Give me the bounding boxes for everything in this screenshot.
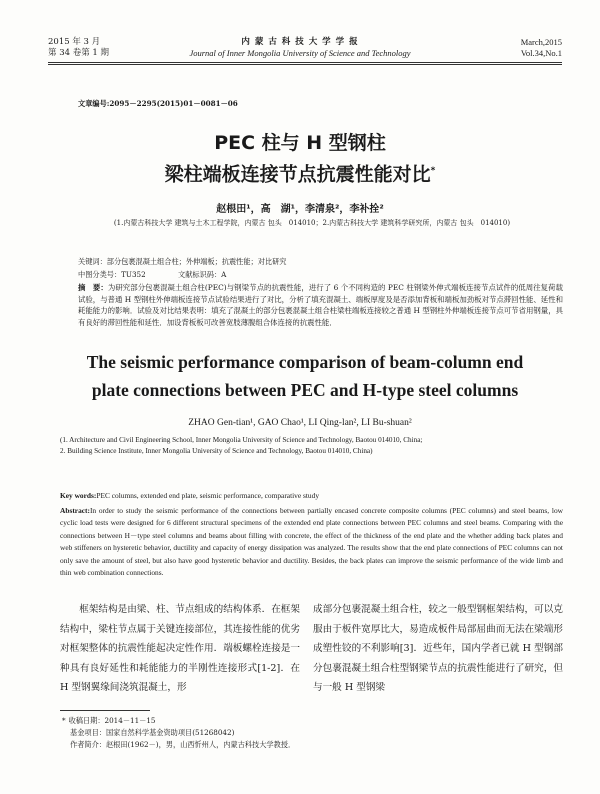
abstract-cn-text: 为研究部分包裹混凝土组合柱(PEC)与钢梁节点的抗震性能，进行了 6 个不同构造的 PEC 柱钢梁外伸式端板连接节点试件的低周往复荷载试验，与普通 H 型钢柱外伸端板连接节点试验结果进行了对比，分析了填充混凝土、端板厚度及是否添加背板和端板加劲板对节点滞回性能、延性和耗能能力的影响．试验及对比结果表明：填充了混凝土的部分包裹混凝土组合柱梁柱端板连接较之普通 H 型钢柱外伸端板连接节点可节省用钢量，具有良好的滞回性能和延性．加设背板板可改善宽肢薄腹组合体连接的抗震性能． <box>78 283 563 327</box>
body-paragraph-left: 框架结构是由梁、柱、节点组成的结构体系．在框架结构中，梁柱节点属于关键连接部位，其连接性能的优劣对框架整体的抗震性能起决定性作用．端板螺栓连接是一种具有良好延性和耗能能力的半刚性连接形式[1-2]．在 H 型钢翼缘间浇筑混凝土，形 <box>60 604 300 694</box>
doc-code-cn: 文献标识码：A <box>178 270 227 279</box>
authors-cn: 赵根田¹，高 湖¹，李清泉²，李补拴² <box>216 204 384 215</box>
article-id: 文章编号:2095－2295(2015)01－0081－06 <box>78 99 238 108</box>
footnote-fund: 基金项目：国家自然科学基金资助项目(51268042) <box>70 728 235 737</box>
footnote-received <box>62 715 295 727</box>
abstract-cn <box>78 282 563 328</box>
body-column-right <box>313 600 563 698</box>
authors-en: ZHAO Gen-tian¹, GAO Chao¹, LI Qing-lan², LI Bu-shuan² <box>188 418 412 428</box>
header-volume-en: Vol.34,No.1 <box>520 48 562 58</box>
affiliation-en-2: 2. Building Science Institute, Inner Mongolia University of Science and Technology, Baotou 014010, China) <box>60 446 373 455</box>
footnote-author: 作者简介：赵根田(1962－)，男，山西忻州人，内蒙古科技大学教授． <box>70 740 296 749</box>
header-rule <box>48 62 562 63</box>
keywords-en <box>60 491 319 500</box>
title-cn-text: 梁柱端板连接节点抗震性能对比 <box>164 163 431 186</box>
abstract-cn-label: 摘 要： <box>78 283 108 292</box>
abstract-en-label: Abstract: <box>60 506 90 515</box>
title-cn-line1: PEC 柱与 H 型钢柱 <box>214 132 386 154</box>
journal-name-en: Journal of Inner Mongolia University of Science and Technology <box>189 48 411 58</box>
keywords-en-label: Key words: <box>60 491 97 500</box>
title-cn-line2 <box>0 158 600 187</box>
affiliation-en-1: (1. Architecture and Civil Engineering School, Inner Mongolia University of Science and Technology, Baotou 014010, China; <box>60 436 423 444</box>
header-date: 2015 年 3 月 <box>48 37 101 47</box>
keywords-en-text: PEC columns, extended end plate, seismic performance, comparative study <box>96 491 320 500</box>
header-center <box>0 37 600 59</box>
journal-name-cn: 内 蒙 古 科 技 大 学 学 报 <box>241 37 359 47</box>
abstract-en <box>60 505 563 579</box>
title-en-line1: The seismic performance comparison of beam-column end <box>86 352 524 372</box>
header-right <box>521 37 562 59</box>
footnote-rule <box>60 710 150 711</box>
body-column-left <box>60 600 300 698</box>
header-date-en: March,2015 <box>520 37 562 47</box>
title-en-line2: plate connections between PEC and H-type steel columns <box>91 380 519 400</box>
footnote-received-text: 收稿日期：2014－11－15 <box>68 716 156 725</box>
keywords-cn: 关键词：部分包裹混凝土组合柱；外伸端板；抗震性能；对比研究 <box>78 257 287 266</box>
footnote-mark: * <box>62 716 66 725</box>
clc-cn: 中图分类号：TU352 <box>78 270 146 279</box>
affiliation-en <box>60 435 575 456</box>
body-paragraph-right: 成部分包裹混凝土组合柱，较之一般型钢框架结构，可以克服由于板件宽厚比大，易造成板件局部屈曲而无法在梁端形成塑性铰的不利影响[3]．近些年，国内学者已就 H 型钢部分包裹混凝土组合柱型钢梁节点的抗震性能进行了研究，但与一般 H 型钢梁 <box>313 604 563 694</box>
abstract-en-text: In order to study the seismic performance of the connections between partially encased concrete composite columns (PEC columns) and steel beams, low cyclic load tests were designed for 6 different structural specimens of the extended end plate connections between PEC columns and steel beams. Comparing with the connections between H－type steel columns and beams about filling with concrete, the effect of the thickness of the end plate and the whether adding back plates and web stiffeners on hysteretic behavior, ductility and capacity of energy dissipation was analyzed. The results show that the end plate connections of PEC columns can not only save the amount of steel, but also have good hysteretic behavior and ductility. Besides, the back plates can improve the seismic performance of the wide limb and thin web combination connections. <box>60 506 563 578</box>
header-volume: 第 34 卷第 1 期 <box>48 48 110 58</box>
footnote <box>62 715 295 751</box>
affiliation-cn: (1.内蒙古科技大学 建筑与土木工程学院，内蒙古 包头 014010；2.内蒙古科技大学 建筑科学研究所，内蒙古 包头 014010) <box>113 219 511 227</box>
header-rule-thin <box>48 64 562 65</box>
title-cn-mark: * <box>430 166 436 176</box>
